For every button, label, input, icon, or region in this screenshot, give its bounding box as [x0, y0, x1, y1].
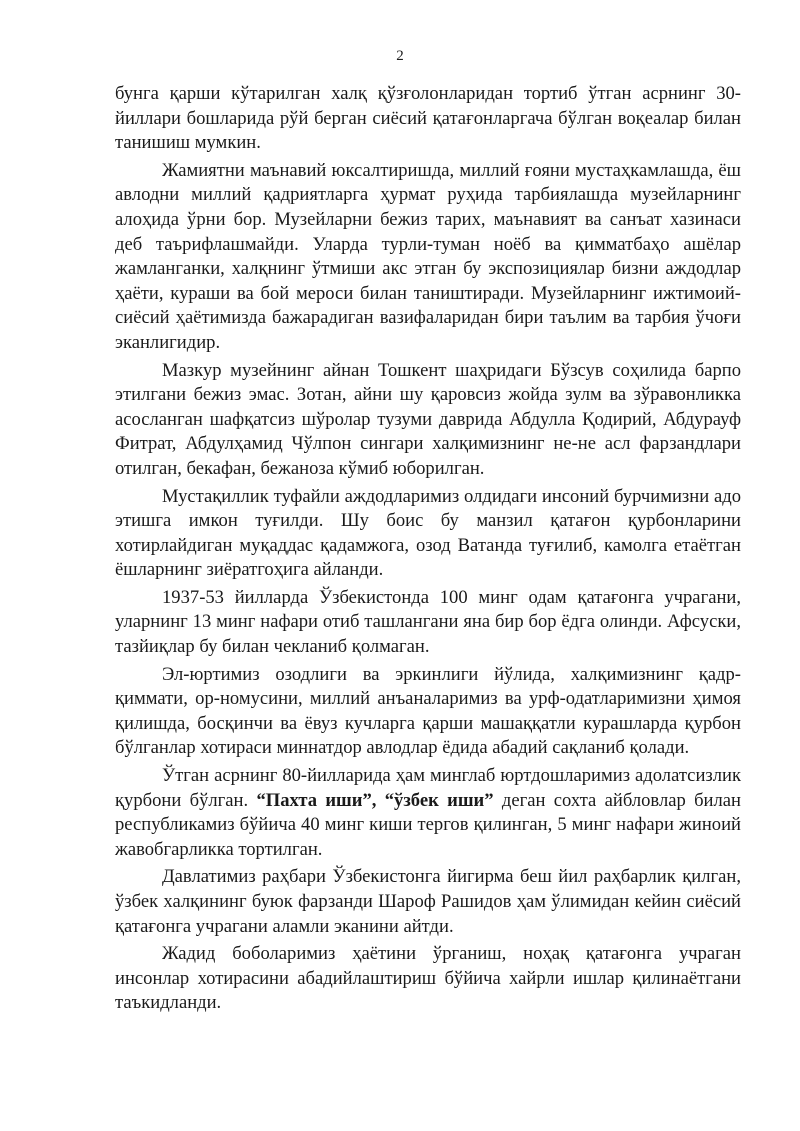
paragraph-9: Жадид боболаримиз ҳаётини ўрганиш, ноҳақ қатағонга учраган инсонлар хотирасини абадийлаштириш бўйича хайрли ишлар қилинаётгани таъкидланди. — [115, 943, 741, 1014]
paragraph-6: Эл-юртимиз озодлиги ва эркинлиги йўлида, халқимизнинг қадр-қиммати, ор-номусини, миллий анъаналаримиз ва урф-одатларимизни ҳимоя қилишда, босқинчи ва ёвуз кучларга қарши машаққатли курашларда қурбон бўлганлар хотираси миннатдор авлодлар ёдида абадий сақланиб қолади. — [115, 663, 741, 759]
page-number: 2 — [396, 48, 404, 64]
paragraph-5: 1937-53 йилларда Ўзбекистонда 100 минг одам қатағонга учрагани, уларнинг 13 минг нафари отиб ташлангани яна бир бор ёдга олинди. Афсуски, тазйиқлар бу билан чекланиб қолмаган. — [115, 586, 741, 658]
paragraph-3: Мазкур музейнинг айнан Тошкент шаҳридаги Бўзсув соҳилида барпо этилгани бежиз эмас. Зотан, айни шу қаровсиз жойда зулм ва зўравонликка асосланган шафқатсиз шўролар тузуми даврида Абдулла Қодирий, Абдурауф Фитрат, Абдулҳамид Чўлпон сингари халқимизнинг не-не асл фарзандлари отилган, бекафан, бежаноза кўмиб юборилган. — [115, 359, 741, 479]
paragraph-7 — [115, 764, 741, 862]
paragraph-4: Мустақиллик туфайли аждодларимиз олдидаги инсоний бурчимизни адо этишга имкон туғилди. Шу боис бу манзил қатағон қурбонларини хотирлайдиган муқаддас қадамжога, озод Ватанда туғилиб, камолга етаётган ёшларнинг зиёратгоҳига айланди. — [115, 485, 741, 581]
document-body — [115, 82, 741, 1019]
paragraph-7-text-before: Ўтган асрнинг 80-йилларида ҳам минглаб юртдошларимиз адолатсизлик қурбони бўлган. — [115, 765, 741, 811]
paragraph-7-text-after: деган сохта айбловлар билан республикамиз бўйича 40 минг киши тергов қилинган, 5 минг нафари жиноий жавобгарликка тортилган. — [115, 789, 741, 860]
paragraph-7-bold-quote: “Пахта иши”, “ўзбек иши” — [256, 789, 494, 811]
paragraph-2: Жамиятни маънавий юксалтиришда, миллий ғояни мустаҳкамлашда, ёш авлодни миллий қадриятларга ҳурмат руҳида тарбиялашда музейларнинг алоҳида ўрни бор. Музейларни бежиз тарих, маънавият ва санъат хазинаси деб таърифлашмайди. Уларда турли-туман ноёб ва қимматбаҳо ашёлар жамланганки, халқнинг ўтмиши акс этган бу экспозициялар бизни аждодлар ҳаёти, кураши ва бой мероси билан таништиради. Музейларнинг ижтимоий-сиёсий ҳаётимизда бажарадиган вазифаларидан бири таълим ва тарбия ўчоғи эканлигидир. — [115, 159, 741, 353]
paragraph-1: бунга қарши кўтарилган халқ қўзғолонларидан тортиб ўтган асрнинг 30-йиллари бошларида рўй берган сиёсий қатағонларгача бўлган воқеалар билан танишиш мумкин. — [115, 83, 741, 154]
paragraph-8: Давлатимиз раҳбари Ўзбекистонга йигирма беш йил раҳбарлик қилган, ўзбек халқининг буюк фарзанди Шароф Рашидов ҳам ўлимидан кейин сиёсий қатағонга учрагани аламли эканини айтди. — [115, 866, 741, 937]
